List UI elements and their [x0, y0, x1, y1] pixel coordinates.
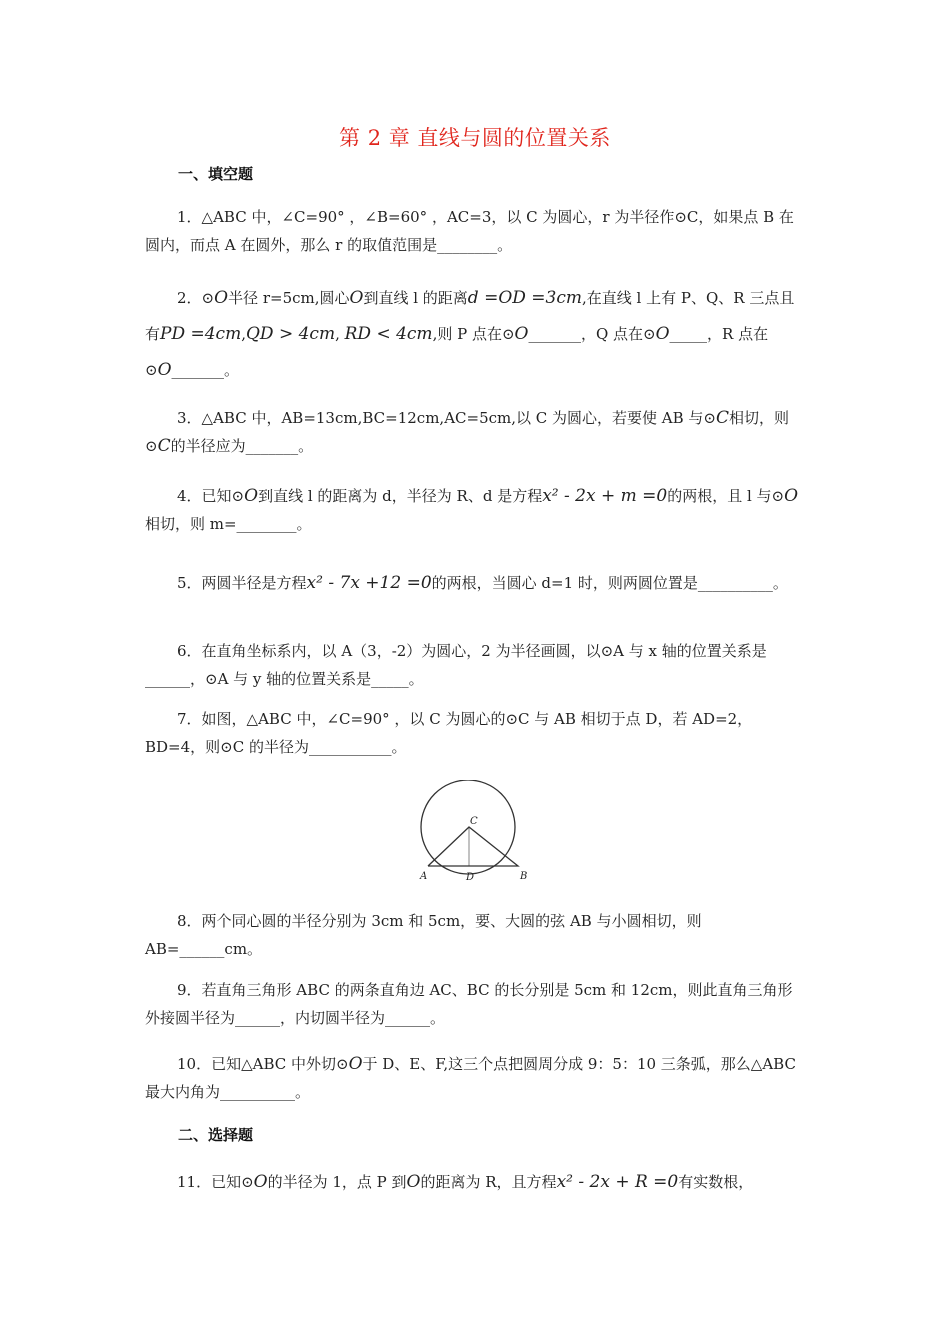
- question-6: 6．在直角坐标系内，以 A（3，-2）为圆心，2 为半径画圆，以⊙A 与 x 轴的位置关系是______，⊙A 与 y 轴的位置关系是_____。: [145, 642, 767, 688]
- figure-label-c: C: [470, 816, 478, 827]
- circle-triangle-figure: [412, 780, 536, 890]
- question-11: 11．已知⊙O的半径为 1，点 P 到O的距离为 R，且方程x² - 2x + R =0有实数根，: [177, 1172, 754, 1192]
- figure-triangle: [428, 827, 518, 866]
- question-9: 9．若直角三角形 ABC 的两条直角边 AC、BC 的长分别是 5cm 和 12cm，则此直角三角形外接圆半径为______，内切圆半径为______。: [145, 981, 793, 1027]
- question-10: 10．已知△ABC 中外切⊙O于 D、E、F,这三个点把圆周分成 9：5：10 三条弧，那么△ABC 最大内角为__________。: [145, 1054, 796, 1101]
- question-5: 5．两圆半径是方程x² - 7x +12 =0的两根，当圆心 d=1 时，则两圆位置是__________。: [177, 573, 788, 593]
- question-7: 7．如图，△ABC 中，∠C=90° ，以 C 为圆心的⊙C 与 AB 相切于点 D，若 AD=2，BD=4，则⊙C 的半径为___________。: [145, 710, 753, 756]
- figure-label-d: D: [466, 872, 475, 883]
- chapter-title: 第 2 章 直线与圆的位置关系: [339, 126, 611, 150]
- question-4: 4．已知⊙O到直线 l 的距离为 d，半径为 R、d 是方程x² - 2x + m =0的两根，且 l 与⊙O相切，则 m=________。: [145, 486, 799, 533]
- section-fill-heading: 一、填空题: [178, 165, 254, 183]
- question-1: 1．△ABC 中，∠C=90° ，∠B=60° ，AC=3，以 C 为圆心，r 为半径作⊙C，如果点 B 在圆内，而点 A 在圆外，那么 r 的取值范围是________。: [145, 208, 794, 254]
- section-choice-heading: 二、选择题: [178, 1126, 254, 1144]
- question-8: 8．两个同心圆的半径分别为 3cm 和 5cm，要、大圆的弦 AB 与小圆相切，则AB=______cm。: [145, 912, 702, 958]
- figure-label-b: B: [520, 871, 528, 882]
- question-2: 2．⊙O半径 r=5cm,圆心O到直线 l 的距离d =OD =3cm,在直线 l 上有 P、Q、R 三点且有PD =4cm,QD > 4cm, RD < 4cm,则 P 点在⊙O_______，Q 点在⊙O_____，R 点在⊙O_______。: [145, 288, 795, 380]
- figure-label-a: A: [420, 871, 428, 882]
- question-3: 3．△ABC 中，AB=13cm,BC=12cm,AC=5cm,以 C 为圆心，若要使 AB 与⊙C相切，则⊙C的半径应为_______。: [145, 408, 790, 456]
